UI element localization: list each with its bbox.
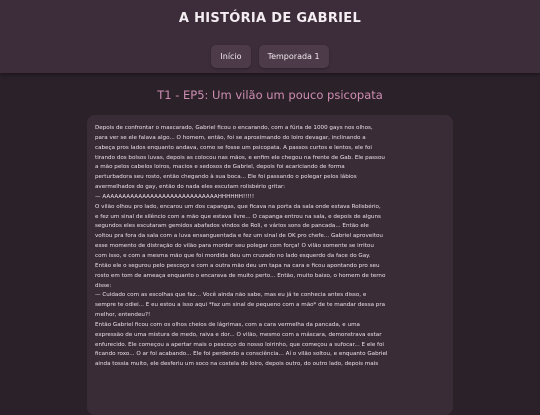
story-content-card bbox=[87, 115, 453, 415]
site-title[interactable]: A HISTÓRIA DE GABRIEL bbox=[178, 11, 362, 26]
story-line: Então Gabriel ficou com os olhos cheios de lágrimas, com a cara vermelha da pancada, e uma bbox=[95, 321, 360, 328]
story-line: Depois de confrontar o mascarado, Gabriel ficou o encarando, com a fúria de 1000 gays nos olhos, bbox=[95, 125, 373, 131]
story-line: voltou pra fora da sala com a luva ensanguentada e fez um sinal de OK pro chefe... Gabriel aproveitou bbox=[95, 233, 383, 240]
story-line: rosto em tom de ameaça enquanto o encarava de muito perto... Então, muito baixo, o homem de terno bbox=[95, 272, 386, 279]
story-line: para ver se ele falava algo... O homem, então, foi se aproximando do loiro devagar, inclinando a bbox=[95, 134, 366, 141]
story-line: segundos eles escutaram gemidos abafados vindos de Roli, e vários sons de pancada... Então ele bbox=[95, 223, 369, 230]
story-line: enfurecido. Ele começou a apertar mais o pescoço do nosso loirinho, que começou a sufocar... E ele foi bbox=[95, 341, 384, 348]
story-line: O vilão olhou pro lado, encarou um dos capangas, que ficava na porta da sala onde estava Rolisbério, bbox=[95, 203, 381, 210]
story-line: sempre te odiei... E eu estou a isso aqui *faz um sinal de pequeno com a mão* de te mandar dessa pra bbox=[95, 302, 386, 309]
nav-home-button[interactable]: Início bbox=[211, 45, 250, 68]
story-line: tirando dos bolsos luvas, depois as colocou nas mãos, e enfim ele chegou na frente de Gab. Ele passou bbox=[95, 154, 385, 161]
site-header bbox=[0, 0, 540, 73]
story-line: avermelhados do gay, então do nada eles escutam rolisbério gritar: bbox=[95, 184, 286, 191]
story-line: esse momento de distração do vilão para morder seu polegar com força! O vilão somente se irritou bbox=[95, 243, 374, 250]
story-line: — AAAAAAAAAAAAAAAAAAAAAAAAAAAAAHHHHHH!!!!! bbox=[95, 193, 255, 200]
story-line: — Cuidado com as escolhas que faz... Você ainda não sabe, mas eu já te conhecia antes disso, e bbox=[95, 292, 367, 299]
episode-title: T1 - EP5: Um vilão um pouco psicopata bbox=[157, 88, 383, 102]
story-line: e fez um sinal de silêncio com a mão que estava livre... O capanga entrou na sala, e depois de alguns bbox=[95, 213, 381, 220]
story-line: ainda tossia muito, ele desferiu um soco na costela do loiro, depois outro, do outro lado, depois mais bbox=[95, 361, 379, 368]
story-line: melhor, entendeu?! bbox=[95, 312, 151, 319]
story-line: perturbadora seu rosto, então chegando à sua boca... Ele foi passando o polegar pelos lábios bbox=[95, 174, 357, 181]
nav-season-1-button[interactable]: Temporada 1 bbox=[259, 45, 329, 68]
story-line: cabeça pros lados enquanto andava, como se fosse um psicopata. A passos curtos e lentos, ele foi bbox=[95, 144, 372, 151]
story-line: com isso, e com a mesma mão que foi mordida deu um cruzado no lado esquerdo da face do Gay. bbox=[95, 252, 371, 259]
main-nav bbox=[0, 45, 540, 68]
story-line: expressão de uma mistura de medo, raiva e dor... O vilão, mesmo com a máscara, demonstrava estar bbox=[95, 331, 382, 338]
story-line: ficando roxo... O ar foi acabando... Ele foi perdendo a consciência... Aí o vilão soltou, e enquanto Gabriel bbox=[95, 351, 388, 358]
story-line: a mão pelos cabelos loiros, macios e sedosos de Gabriel, depois foi acariciando de forma bbox=[95, 164, 345, 171]
story-line: disse: bbox=[95, 282, 112, 289]
story-text bbox=[95, 124, 445, 370]
story-line: Então ele o segurou pelo pescoço e com a outra mão deu um tapa na cara e ficou apontando pro seu bbox=[95, 262, 380, 269]
